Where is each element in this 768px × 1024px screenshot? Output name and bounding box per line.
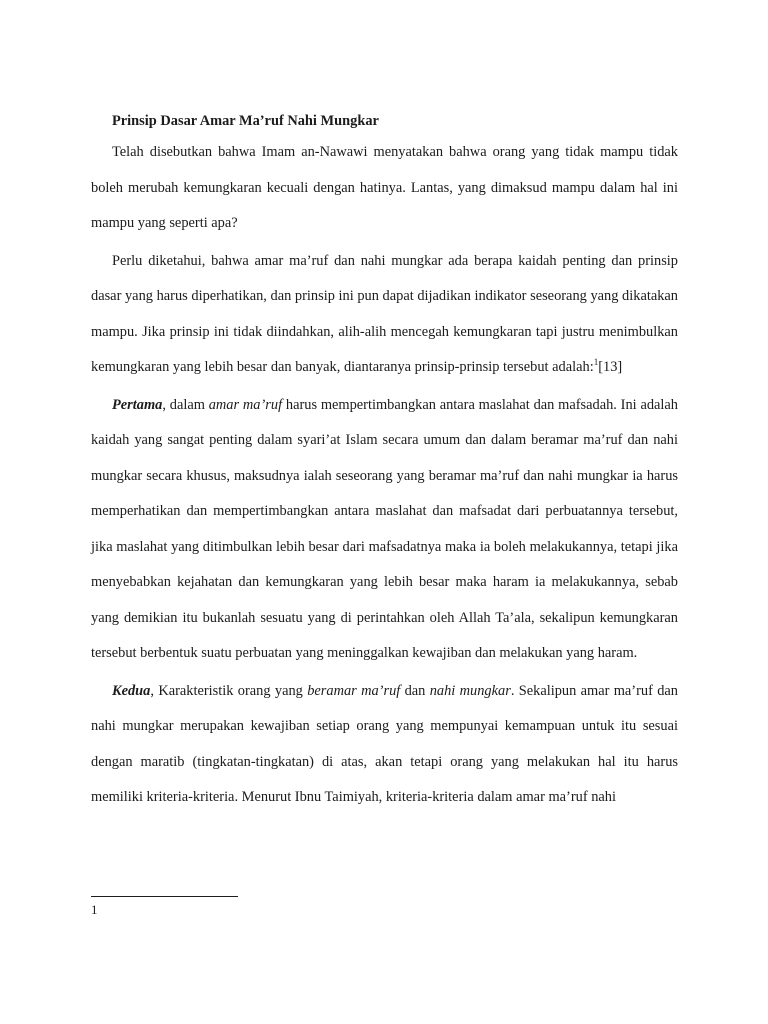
paragraph-2-text: Perlu diketahui, bahwa amar ma’ruf dan nahi mungkar ada berapa kaidah penting dan prinsip dasar yang harus diperhatikan, dan prinsip ini pun dapat dijadikan indikator seseorang yang dikatakan mampu. Jika prinsip ini tidak diindahkan, alih-alih mencegah kemungkaran tapi justru menimbulkan kemungkaran yang lebih besar dan banyak, diantaranya prinsip-prinsip tersebut adalah: xyxy=(91,252,678,375)
paragraph-4 xyxy=(91,674,678,818)
paragraph-4-lead: Kedua xyxy=(112,682,151,699)
paragraph-4-text-b: dan xyxy=(400,682,430,699)
paragraph-3-lead: Pertama xyxy=(112,396,163,413)
footnote-separator xyxy=(91,896,238,897)
citation-reference[interactable]: [13] xyxy=(598,359,623,375)
paragraph-4-text-c: . Sekalipun amar ma’ruf dan nahi mungkar merupakan kewajiban setiap orang yang mempunyai kemampuan untuk itu sesuai dengan maratib (tingkatan-tingkatan) di atas, akan tetapi orang yang melakukan hal itu harus memiliki kriteria-kriteria. Menurut Ibnu Taimiyah, kriteria-kriteria dalam amar ma’ruf nahi xyxy=(91,682,678,805)
paragraph-3-term: amar ma’ruf xyxy=(208,396,283,413)
section-heading: Prinsip Dasar Amar Ma’ruf Nahi Mungkar xyxy=(112,113,379,129)
paragraph-3 xyxy=(91,388,678,674)
paragraph-1: Telah disebutkan bahwa Imam an-Nawawi menyatakan bahwa orang yang tidak mampu tidak boleh merubah kemungkaran kecuali dengan hatinya. Lantas, yang dimaksud mampu dalam hal ini mampu yang seperti apa? xyxy=(91,144,678,231)
paragraph-4-text-a: , Karakteristik orang yang xyxy=(150,682,308,699)
document-body xyxy=(91,108,678,818)
paragraph-3-text-b: harus mempertimbangkan antara maslahat dan mafsadah. Ini adalah kaidah yang sangat penting dalam syari’at Islam secara umum dan dalam beramar ma’ruf dan nahi mungkar secara khusus, maksudnya ialah seseorang yang beramar ma’ruf dan nahi mungkar ia harus memperhatikan dan mempertimbangkan antara maslahat dan mafsadat dari perbuatannya tersebut, jika maslahat yang ditimbulkan lebih besar dari mafsadatnya maka ia boleh melakukannya, tetapi jika menyebabkan kejahatan dan kemungkaran yang lebih besar maka haram ia melakukannya, sebab yang demikian itu bukanlah sesuatu yang di perintahkan oleh Allah Ta’ala, sekalipun kemungkaran tersebut berbentuk suatu perbuatan yang meninggalkan kewajiban dan melakukan yang haram. xyxy=(91,396,678,661)
paragraph-3-text-a: , dalam xyxy=(162,396,209,413)
footnote-reference[interactable]: 1 xyxy=(593,357,599,367)
paragraph-4-term-1: beramar ma’ruf xyxy=(307,682,401,699)
paragraph-4-term-2: nahi mungkar xyxy=(429,682,511,699)
footnote-number: 1 xyxy=(91,902,98,917)
paragraph-2 xyxy=(91,244,678,388)
